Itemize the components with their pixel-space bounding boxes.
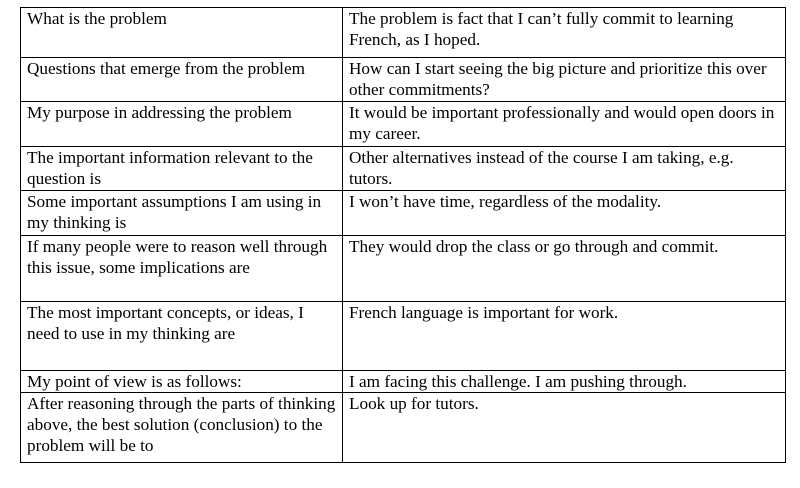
row-label: The important information relevant to the question is xyxy=(21,147,343,191)
row-label: The most important concepts, or ideas, I need to use in my thinking are xyxy=(21,302,343,371)
table-row xyxy=(21,102,786,147)
row-answer: Other alternatives instead of the course I am taking, e.g. tutors. xyxy=(343,147,786,191)
row-label: Some important assumptions I am using in my thinking is xyxy=(21,191,343,236)
row-label: My point of view is as follows: xyxy=(21,371,343,393)
table-row xyxy=(21,236,786,302)
table-row xyxy=(21,393,786,463)
row-answer: They would drop the class or go through and commit. xyxy=(343,236,786,302)
row-answer: It would be important professionally and would open doors in my career. xyxy=(343,102,786,147)
row-label: What is the problem xyxy=(21,8,343,58)
row-answer: The problem is fact that I can’t fully commit to learning French, as I hoped. xyxy=(343,8,786,58)
row-answer: I am facing this challenge. I am pushing through. xyxy=(343,371,786,393)
table-row xyxy=(21,302,786,371)
table-row xyxy=(21,58,786,102)
row-answer: French language is important for work. xyxy=(343,302,786,371)
row-label: If many people were to reason well through this issue, some implications are xyxy=(21,236,343,302)
row-label: My purpose in addressing the problem xyxy=(21,102,343,147)
row-answer: I won’t have time, regardless of the modality. xyxy=(343,191,786,236)
row-label: Questions that emerge from the problem xyxy=(21,58,343,102)
table-row xyxy=(21,191,786,236)
critical-thinking-table xyxy=(20,7,786,463)
row-answer: Look up for tutors. xyxy=(343,393,786,463)
table-row xyxy=(21,371,786,393)
row-label: After reasoning through the parts of thinking above, the best solution (conclusion) to the problem will be to xyxy=(21,393,343,463)
table-row xyxy=(21,8,786,58)
table-row xyxy=(21,147,786,191)
row-answer: How can I start seeing the big picture and prioritize this over other commitments? xyxy=(343,58,786,102)
